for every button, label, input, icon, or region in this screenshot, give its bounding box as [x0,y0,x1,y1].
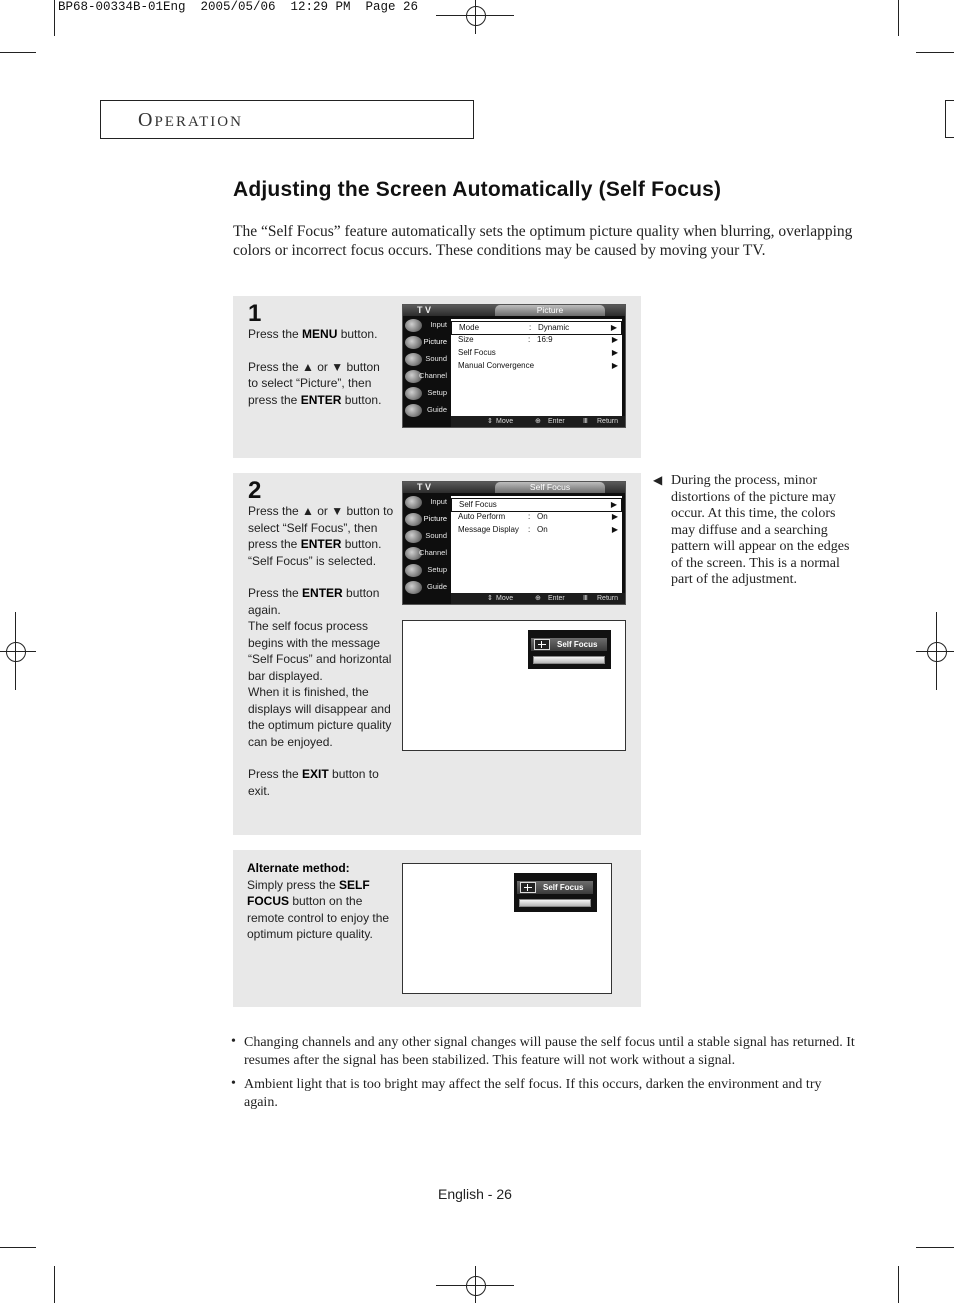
enter-icon: ⊕ [535,595,541,602]
page-title: Adjusting the Screen Automatically (Self Focus) [233,178,722,201]
arrow-right-icon: ▶ [611,361,618,370]
input-icon [405,319,422,332]
arrow-right-icon: ▶ [611,512,618,521]
self-focus-message-box [514,873,597,912]
crop-mark [54,0,55,36]
section-header: OPERATION [138,109,243,131]
osd-tv-label: T V [417,482,432,492]
osd-row-self-focus: Self Focus ▶ [458,348,618,357]
picture-icon [405,336,422,349]
osd-side-channel: Channel [403,368,449,385]
osd-tv-label: T V [417,305,432,315]
crop-mark [54,1266,55,1303]
crop-mark [898,1266,899,1303]
osd-side-input: Input [403,494,449,511]
setup-icon [405,564,422,577]
registration-mark [0,651,36,652]
osd-side-sound: Sound [403,351,449,368]
arrow-right-icon: ▶ [611,348,618,357]
arrow-right-icon: ▶ [610,323,617,332]
input-icon [405,496,422,509]
registration-mark [927,642,947,662]
registration-mark [15,612,16,690]
self-focus-label-bar: Self Focus [531,638,607,651]
osd-side-picture: Picture [403,511,449,528]
self-focus-progress-bar [533,656,605,664]
step-number: 1 [248,300,262,327]
osd-sidebar [403,317,449,419]
page-number: English - 26 [438,1186,512,1202]
crop-mark [0,1247,36,1248]
arrow-right-icon: ▶ [611,335,618,344]
registration-mark [466,1276,486,1296]
osd-row-size: Size : 16:9 ▶ [458,335,618,344]
self-focus-screen [402,620,626,751]
bullet-icon: • [231,1076,236,1091]
osd-tab-picture: Picture [495,305,605,316]
osd-picture-menu [402,304,626,428]
bullet-item: Changing channels and any other signal changes will pause the self focus until a stable signal has returned. It resumes after the signal has been stabilized. This feature will not work without a signal. [244,1035,855,1068]
osd-side-input: Input [403,317,449,334]
sound-icon [405,530,422,543]
osd-side-sound: Sound [403,528,449,545]
return-icon: Ⅲ [583,595,588,602]
bullet-icon: • [231,1034,236,1049]
return-icon: Ⅲ [583,418,588,425]
registration-mark [475,0,476,34]
self-focus-icon [520,882,536,893]
guide-icon [405,581,422,594]
alternate-self-focus-screen [402,863,612,994]
osd-sidebar [403,494,449,596]
osd-row-mode: Mode : Dynamic ▶ [451,321,622,335]
registration-mark [936,612,937,690]
osd-row-auto-perform: Auto Perform : On ▶ [458,512,618,521]
osd-side-channel: Channel [403,545,449,562]
crop-mark [0,52,36,53]
osd-menu-list [451,319,622,416]
self-focus-progress-bar [519,899,591,907]
arrow-right-icon: ▶ [611,525,618,534]
enter-icon: ⊕ [535,418,541,425]
print-slug: BP68-00334B-01Eng 2005/05/06 12:29 PM Page 26 [58,0,419,14]
osd-row-manual-convergence: Manual Convergence ▶ [458,361,618,370]
step-1-text: Press the MENU button. Press the ▲ or ▼ button to select “Picture”, then press the ENTER button. [248,327,382,407]
side-note: During the process, minor distortions of the picture may occur. At this time, the colors may diffuse and a searching pattern will appear on the edges of the screen. This is a normal part of the adjustment. [671,473,850,587]
step-number: 2 [248,477,262,504]
arrow-right-icon: ▶ [610,500,617,509]
step-2-text: Press the ▲ or ▼ button to select “Self Focus”, then press the ENTER button. “Self Focus” is selected. Press the ENTER button again. The self focus process begins with the message “Self Focus” and horizontal bar displayed. When it is finished, the displays will disappear and the optimum picture quality can be enjoyed. Press the EXIT button to exit. [248,504,394,798]
osd-side-picture: Picture [403,334,449,351]
osd-side-setup: Setup [403,385,449,402]
self-focus-icon [534,639,550,650]
self-focus-message-box [528,630,611,669]
sound-icon [405,353,422,366]
move-icon: ⇕ [487,595,493,602]
bullet-item: Ambient light that is too bright may affect the self focus. If this occurs, darken the environment and try again. [244,1077,822,1110]
self-focus-label-bar: Self Focus [517,881,593,894]
osd-row-self-focus: Self Focus ▶ [451,498,622,512]
osd-row-message-display: Message Display : On ▶ [458,525,618,534]
osd-footer: ⇕ Move ⊕ Enter Ⅲ Return [451,593,625,604]
crop-mark [898,0,899,36]
osd-menu-list [451,496,622,593]
alternate-method-text: Alternate method: Simply press the SELF FOCUS button on the remote control to enjoy the optimum picture quality. [247,861,390,941]
osd-side-guide: Guide [403,579,449,596]
registration-mark [475,1266,476,1303]
registration-mark [6,642,26,662]
setup-icon [405,387,422,400]
move-icon: ⇕ [487,418,493,425]
page-edge-mark [945,100,954,138]
picture-icon [405,513,422,526]
crop-mark [916,52,954,53]
osd-footer: ⇕ Move ⊕ Enter Ⅲ Return [451,416,625,427]
registration-mark [466,6,486,26]
osd-tab-self-focus: Self Focus [495,482,605,493]
crop-mark [916,1247,954,1248]
osd-side-setup: Setup [403,562,449,579]
intro-paragraph: The “Self Focus” feature automatically sets the optimum picture quality when blurring, overlapping colors or incorrect focus occurs. These conditions may be caused by moving your TV. [233,223,853,259]
note-arrow-icon: ◀ [653,473,663,487]
osd-self-focus-menu [402,481,626,605]
osd-side-guide: Guide [403,402,449,419]
registration-mark [916,651,954,652]
guide-icon [405,404,422,417]
